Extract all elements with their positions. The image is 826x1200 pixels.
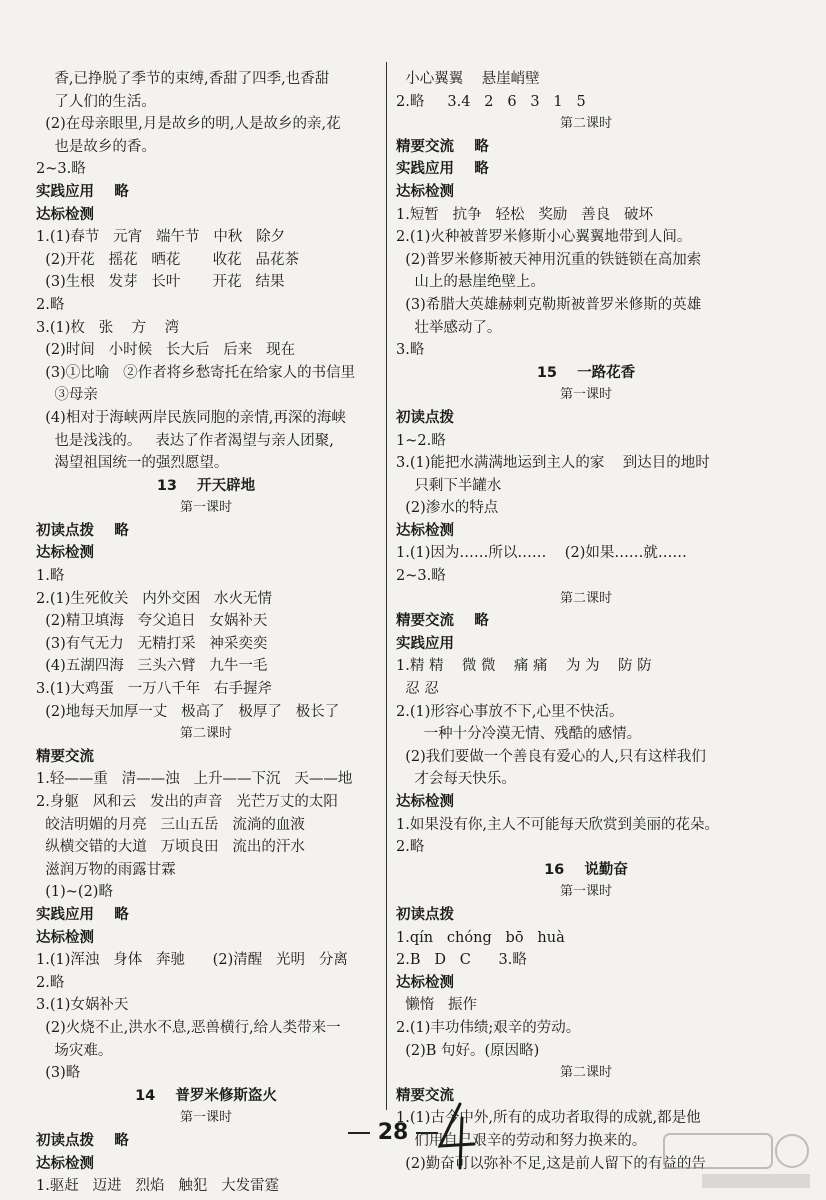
answer-line: (1)~(2)略 [36,884,113,901]
lesson-title: 15 一路花香 [536,364,636,381]
answer-line: 皎洁明媚的月亮 三山五岳 流淌的血液 [36,816,305,833]
answer-line: 2.(1)丰功伟绩;艰辛的劳动。 [396,1019,581,1036]
section-heading: 精要交流 [396,1087,454,1104]
answer-line: 场灾难。 [36,1042,113,1059]
answer-line: 1.如果没有你,主人不可能每天欣赏到美丽的花朵。 [396,816,719,833]
lesson-subtitle: 第二课时 [559,116,612,132]
answer-line: 香,已挣脱了季节的束缚,香甜了四季,也香甜 [36,71,330,87]
answer-line: 也是浅浅的。 表达了作者渴望与亲人团聚, [36,432,334,449]
answer-line: (2)火烧不止,洪水不息,恶兽横行,给人类带来一 [36,1019,341,1036]
answer-line: (2)时间 小时候 长大后 后来 现在 [36,342,296,359]
section-heading: 实践应用 略 [36,906,129,923]
answer-line: 2.(1)火种被普罗米修斯小心翼翼地带到人间。 [396,229,692,246]
answer-line: (4)五湖四海 三头六臂 九牛一毛 [36,658,268,675]
answer-line: 了人们的生活。 [36,93,156,110]
section-heading: 实践应用 [396,635,454,652]
answer-line: 才会每天快乐。 [396,771,516,788]
section-heading: 实践应用 略 [36,183,129,200]
answer-line: 1.轻——重 清——浊 上升——下沉 天——地 [36,771,353,788]
answer-line: 1.精 精 微 微 痛 痛 为 为 防 防 [396,658,652,675]
answer-line: 懒惰 振作 [396,997,478,1014]
section-heading: 初读点拨 略 [36,1132,129,1149]
answer-line: (4)相对于海峡两岸民族同胞的亲情,再深的海峡 [36,409,346,426]
lesson-subtitle: 第二课时 [559,590,612,606]
answer-line: 小心翼翼 悬崖峭壁 [396,71,540,87]
answer-line: 1.(1)浑浊 身体 奔驰 (2)清醒 光明 分离 [36,952,348,969]
answer-line: 3.略 [396,342,425,359]
answer-line: ③母亲 [36,387,98,404]
answer-line: 1.短暂 抗争 轻松 奖励 善良 破坏 [396,206,653,223]
answer-line: 只剩下半罐水 [396,477,502,494]
answer-line: (2)B 句好。(原因略) [396,1042,540,1059]
section-heading: 初读点拨 略 [36,522,129,539]
answer-line: 2~3.略 [396,568,446,585]
lesson-subtitle: 第二课时 [559,1065,612,1081]
section-heading: 实践应用 略 [396,161,489,178]
answer-line: 忍 忍 [396,681,439,698]
answer-line: (2)渗水的特点 [396,500,499,517]
column-divider [386,62,387,1110]
answer-line: (3)①比喻 ②作者将乡愁寄托在给家人的书信里 [36,364,356,381]
answer-line: 2.略 [36,974,65,991]
answer-line: 2.B D C 3.略 [396,952,527,969]
answer-line: 2.(1)形容心事放不下,心里不快活。 [396,703,624,720]
right-column [396,68,776,1175]
left-column [36,68,376,1198]
answer-line: 渴望祖国统一的强烈愿望。 [36,455,229,472]
section-heading: 达标检测 [36,929,94,946]
answer-line: 1.(1)古今中外,所有的成功者取得的成就,都是他 [396,1110,701,1127]
answer-line: 山上的悬崖绝壁上。 [396,274,545,291]
lesson-subtitle: 第一课时 [179,500,232,516]
answer-line: 3.(1)能把水满满地运到主人的家 到达目的地时 [396,455,710,472]
answer-line: 3.(1)大鸡蛋 一万八千年 右手握斧 [36,681,273,698]
section-heading: 达标检测 [396,522,454,539]
answer-line: 2~3.略 [36,161,86,178]
lesson-subtitle: 第一课时 [559,884,612,900]
section-heading: 达标检测 [396,794,454,810]
answer-line: 1.(1)春节 元宵 端午节 中秋 除夕 [36,229,286,246]
answer-line: 2.略 3.4 2 6 3 1 5 [396,93,586,110]
answer-line: (2)我们要做一个善良有爱心的人,只有这样我们 [396,748,706,765]
answer-line: (2)普罗米修斯被天神用沉重的铁链锁在高加索 [396,251,702,268]
answer-line: (3)略 [36,1065,81,1082]
section-heading: 精要交流 [36,748,94,765]
section-heading: 初读点拨 [396,906,454,923]
answer-line: 3.(1)女娲补天 [36,997,129,1014]
answer-line: 1.驱赶 迈进 烈焰 触犯 大发雷霆 [36,1178,280,1195]
section-heading: 达标检测 [396,974,454,991]
answer-line: 1.略 [36,568,65,585]
answer-line: 们用自己艰辛的劳动和努力换来的。 [396,1132,647,1149]
answer-line: (3)生根 发芽 长叶 开花 结果 [36,274,285,291]
page-number: 28 [340,1120,447,1145]
answer-line: 一种十分冷漠无情、残酷的感情。 [396,726,642,743]
answer-line: 纵横交错的大道 万顷良田 流出的汗水 [36,839,305,856]
answer-line: 1.qín chóng bō huà [396,929,565,946]
watermark-logo [662,1130,812,1192]
section-heading: 达标检测 [36,1155,94,1172]
section-heading: 初读点拨 [396,409,454,426]
answer-line: 1~2.略 [396,432,446,449]
answer-line: 壮举感动了。 [396,319,502,336]
answer-line: 2.略 [396,839,425,856]
section-heading: 达标检测 [396,183,454,200]
lesson-title: 16 说勤奋 [544,861,628,878]
lesson-title: 14 普罗米修斯盗火 [135,1087,277,1104]
answer-line: 滋润万物的雨露甘霖 [36,861,176,878]
answer-line: 3.(1)枚 张 方 湾 [36,319,180,336]
answer-line: (2)地每天加厚一丈 极高了 极厚了 极长了 [36,703,340,720]
answer-line: 1.(1)因为……所以…… (2)如果……就…… [396,545,687,562]
answer-line: (3)有气无力 无精打采 神采奕奕 [36,635,268,652]
lesson-subtitle: 第一课时 [559,387,612,403]
section-heading: 达标检测 [36,545,94,562]
lesson-subtitle: 第一课时 [179,1110,232,1126]
section-heading: 精要交流 略 [396,613,489,630]
answer-line: (2)勤奋可以弥补不足,这是前人留下的有益的告 [396,1155,706,1172]
answer-line: (2)在母亲眼里,月是故乡的明,人是故乡的亲,花 [36,116,341,133]
handwritten-mark-image [430,1100,480,1170]
answer-line: (3)希腊大英雄赫剌克勒斯被普罗米修斯的英雄 [396,296,702,313]
answer-line: 2.身躯 风和云 发出的声音 光芒万丈的太阳 [36,794,338,810]
lesson-subtitle: 第二课时 [179,726,232,742]
answer-line: 2.(1)生死攸关 内外交困 水火无情 [36,590,273,607]
answer-line: 也是故乡的香。 [36,138,156,155]
answer-line: (2)精卫填海 夸父追日 女娲补天 [36,613,268,630]
lesson-title: 13 开天辟地 [156,477,256,494]
answer-line: (2)开花 摇花 晒花 收花 品花茶 [36,251,300,268]
section-heading: 精要交流 略 [396,138,489,155]
section-heading: 达标检测 [36,206,94,223]
answer-line: 2.略 [36,296,65,313]
